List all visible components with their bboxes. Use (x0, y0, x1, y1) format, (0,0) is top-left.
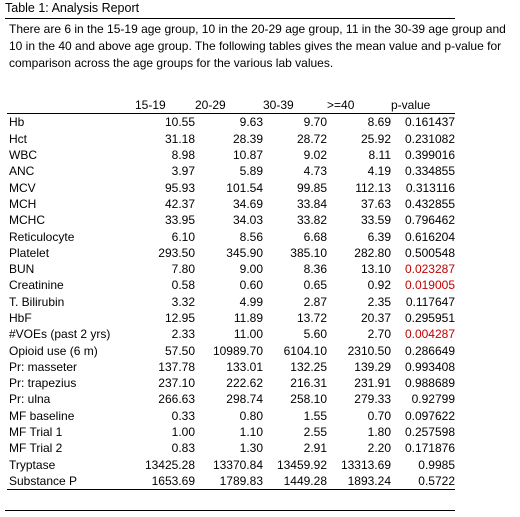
value-15-19: 12.95 (164, 311, 195, 325)
p-value: 0.257598 (404, 425, 455, 440)
table-row (7, 375, 455, 391)
value-30-39: 1.55 (303, 408, 327, 423)
row-label: Hb (9, 115, 25, 130)
table-row (7, 179, 455, 195)
value-20-29: 101.54 (226, 180, 263, 195)
header-30-39: 30-39 (263, 97, 327, 114)
value-40-plus: 279.33 (354, 392, 391, 407)
value-40-plus: 13.10 (360, 262, 391, 277)
table-row (7, 131, 455, 147)
table-row (7, 212, 455, 228)
row-label: MF baseline (9, 408, 75, 423)
value-40-plus: 2.20 (367, 441, 391, 456)
value-30-39: 132.25 (290, 359, 327, 374)
row-label: Hct (9, 131, 27, 146)
value-30-39: 8.36 (303, 262, 327, 277)
value-20-29: 9.63 (239, 115, 263, 130)
value-30-39: 4.73 (303, 164, 327, 179)
value-30-39: 33.84 (296, 196, 327, 211)
p-value: 0.616204 (404, 229, 455, 244)
intro-paragraph (9, 21, 519, 72)
value-15-19: 1.00 (171, 425, 195, 440)
p-value: 0.5722 (391, 473, 455, 490)
table-header (7, 97, 455, 114)
table-row (7, 245, 455, 261)
value-40-plus: 231.91 (354, 376, 391, 391)
value-15-19: 33.95 (164, 213, 195, 228)
value-15-19: 293.50 (158, 245, 195, 260)
row-label: MCH (9, 196, 37, 211)
value-40-plus: 2310.50 (347, 343, 391, 358)
value-15-19: 13425.28 (144, 457, 195, 472)
p-value: 0.295951 (404, 311, 455, 325)
value-40-plus: 20.37 (360, 311, 391, 325)
row-label: MCV (9, 180, 36, 195)
row-label: HbF (9, 311, 32, 325)
value-30-39: 258.10 (290, 392, 327, 407)
row-label: #VOEs (past 2 yrs) (9, 327, 111, 342)
p-value: 0.286649 (404, 343, 455, 358)
table-row (7, 196, 455, 212)
table-row (7, 326, 455, 342)
value-40-plus: 282.80 (354, 245, 391, 260)
value-30-39: 9.70 (303, 115, 327, 130)
value-20-29: 10989.70 (212, 343, 263, 358)
row-label: T. Bilirubin (9, 294, 65, 309)
value-20-29: 28.39 (232, 131, 263, 146)
table-row (7, 147, 455, 163)
value-40-plus: 0.70 (367, 408, 391, 423)
value-40-plus: 13313.69 (340, 457, 391, 472)
table-row (7, 473, 455, 490)
value-30-39: 5.60 (303, 327, 327, 342)
value-15-19: 42.37 (164, 196, 195, 211)
value-40-plus: 8.11 (368, 148, 391, 163)
p-value: 0.231082 (404, 131, 455, 146)
table-caption: Table 1: Analysis Report (5, 1, 140, 15)
table-row (7, 342, 455, 358)
value-40-plus: 33.59 (360, 213, 391, 228)
value-40-plus: 4.19 (367, 164, 391, 179)
value-30-39: 33.82 (296, 213, 327, 228)
header-40-plus: >=40 (327, 97, 391, 114)
value-40-plus: 25.92 (360, 131, 391, 146)
value-40-plus: 2.70 (367, 327, 391, 342)
value-20-29: 9.00 (239, 262, 263, 277)
row-label: Platelet (9, 245, 50, 260)
table-row (7, 408, 455, 424)
row-label: Tryptase (9, 457, 56, 472)
table-row (7, 310, 455, 326)
header-p-value: p-value (391, 97, 455, 114)
value-20-29: 11.89 (233, 311, 263, 325)
value-20-29: 1.10 (239, 425, 263, 440)
value-20-29: 0.80 (239, 408, 263, 423)
value-20-29: 222.62 (226, 376, 263, 391)
value-15-19: 10.55 (164, 115, 195, 130)
value-20-29: 4.99 (239, 294, 263, 309)
row-label: Creatinine (9, 278, 64, 293)
row-label: Pr: trapezius (9, 376, 77, 391)
table-row (7, 114, 455, 131)
value-15-19: 57.50 (164, 343, 195, 358)
value-40-plus: 1.80 (367, 425, 391, 440)
value-30-39: 1449.28 (263, 473, 327, 490)
row-label: MF Trial 2 (9, 441, 63, 456)
table-row (7, 457, 455, 473)
p-value: 0.117647 (405, 294, 455, 309)
value-20-29: 8.56 (239, 229, 263, 244)
value-30-39: 13.72 (296, 311, 327, 325)
value-15-19: 237.10 (158, 376, 195, 391)
value-20-29: 298.74 (226, 392, 263, 407)
value-20-29: 5.89 (239, 164, 263, 179)
table-row (7, 294, 455, 310)
lab-values-table (7, 97, 455, 490)
intro-text: There are 6 in the 15-19 age group, 10 in the 20-29 age group, 11 in the 30-39 age group and 10 in the 40 and above age group. The following tables gives the mean value and p-value for comparison across the age groups for the various lab values. (9, 22, 506, 70)
row-label: WBC (9, 148, 37, 163)
value-40-plus: 0.92 (367, 278, 391, 293)
header-20-29: 20-29 (195, 97, 263, 114)
value-40-plus: 2.35 (367, 294, 391, 309)
row-label: Opioid use (6 m) (9, 343, 98, 358)
row-label: Pr: ulna (9, 392, 51, 407)
table-row (7, 163, 455, 179)
value-30-39: 2.91 (303, 441, 327, 456)
table-row (7, 359, 455, 375)
table-row (7, 424, 455, 440)
p-value: 0.334855 (404, 164, 455, 179)
value-15-19: 1653.69 (135, 473, 195, 490)
table-row (7, 261, 455, 277)
row-label: MCHC (9, 213, 45, 228)
value-15-19: 0.33 (171, 408, 195, 423)
value-15-19: 8.98 (171, 148, 195, 163)
table-body (7, 114, 455, 490)
value-30-39: 28.72 (296, 131, 327, 146)
p-value: 0.988689 (404, 376, 455, 391)
p-value: 0.796462 (404, 213, 455, 228)
value-40-plus: 112.13 (355, 180, 391, 195)
value-20-29: 1.30 (239, 441, 263, 456)
p-value: 0.92799 (411, 392, 455, 407)
bottom-rule (5, 510, 455, 511)
value-20-29: 34.69 (232, 196, 263, 211)
table-row (7, 440, 455, 456)
value-15-19: 3.32 (171, 294, 195, 309)
value-20-29: 133.01 (226, 359, 263, 374)
row-label: MF Trial 1 (9, 425, 63, 440)
value-30-39: 6104.10 (283, 343, 327, 358)
value-30-39: 216.31 (290, 376, 327, 391)
value-15-19: 137.78 (158, 359, 195, 374)
p-value: 0.171876 (404, 441, 455, 456)
p-value: 0.161437 (404, 115, 455, 130)
p-value: 0.9985 (418, 457, 455, 472)
value-30-39: 6.68 (303, 229, 327, 244)
value-15-19: 3.97 (171, 164, 195, 179)
value-40-plus: 1893.24 (327, 473, 391, 490)
p-value: 0.500548 (404, 245, 455, 260)
value-20-29: 13370.84 (212, 457, 263, 472)
value-40-plus: 37.63 (360, 196, 391, 211)
p-value: 0.023287 (404, 262, 455, 277)
p-value: 0.399016 (404, 148, 455, 163)
value-15-19: 95.93 (164, 180, 195, 195)
top-rule (5, 18, 455, 19)
value-30-39: 0.65 (303, 278, 327, 293)
p-value: 0.097622 (404, 408, 455, 423)
value-20-29: 345.90 (226, 245, 263, 260)
table-row (7, 228, 455, 244)
value-15-19: 0.83 (171, 441, 195, 456)
header-row (7, 97, 455, 114)
value-40-plus: 6.39 (367, 229, 391, 244)
table-row (7, 277, 455, 293)
value-20-29: 10.87 (232, 148, 263, 163)
value-40-plus: 139.29 (354, 359, 391, 374)
value-20-29: 1789.83 (195, 473, 263, 490)
p-value: 0.019005 (404, 278, 455, 293)
value-30-39: 99.85 (296, 180, 327, 195)
value-15-19: 31.18 (164, 131, 195, 146)
header-label (7, 97, 135, 114)
value-30-39: 385.10 (290, 245, 327, 260)
row-label: Substance P (7, 473, 135, 490)
p-value: 0.313116 (405, 180, 455, 195)
p-value: 0.993408 (404, 359, 455, 374)
row-label: Pr: masseter (9, 359, 78, 374)
row-label: BUN (9, 262, 35, 277)
value-30-39: 13459.92 (276, 457, 327, 472)
value-15-19: 266.63 (158, 392, 195, 407)
value-15-19: 2.33 (171, 327, 195, 342)
value-15-19: 7.80 (171, 262, 195, 277)
p-value: 0.432855 (404, 196, 455, 211)
value-20-29: 0.60 (239, 278, 263, 293)
row-label: Reticulocyte (9, 229, 75, 244)
value-15-19: 6.10 (171, 229, 195, 244)
value-20-29: 11.00 (233, 327, 263, 342)
value-20-29: 34.03 (232, 213, 263, 228)
value-30-39: 9.02 (303, 148, 327, 163)
header-15-19: 15-19 (135, 97, 195, 114)
value-30-39: 2.87 (303, 294, 327, 309)
value-40-plus: 8.69 (367, 115, 391, 130)
row-label: ANC (9, 164, 35, 179)
p-value: 0.004287 (404, 327, 455, 342)
value-15-19: 0.58 (171, 278, 195, 293)
table-row (7, 391, 455, 407)
value-30-39: 2.55 (303, 425, 327, 440)
